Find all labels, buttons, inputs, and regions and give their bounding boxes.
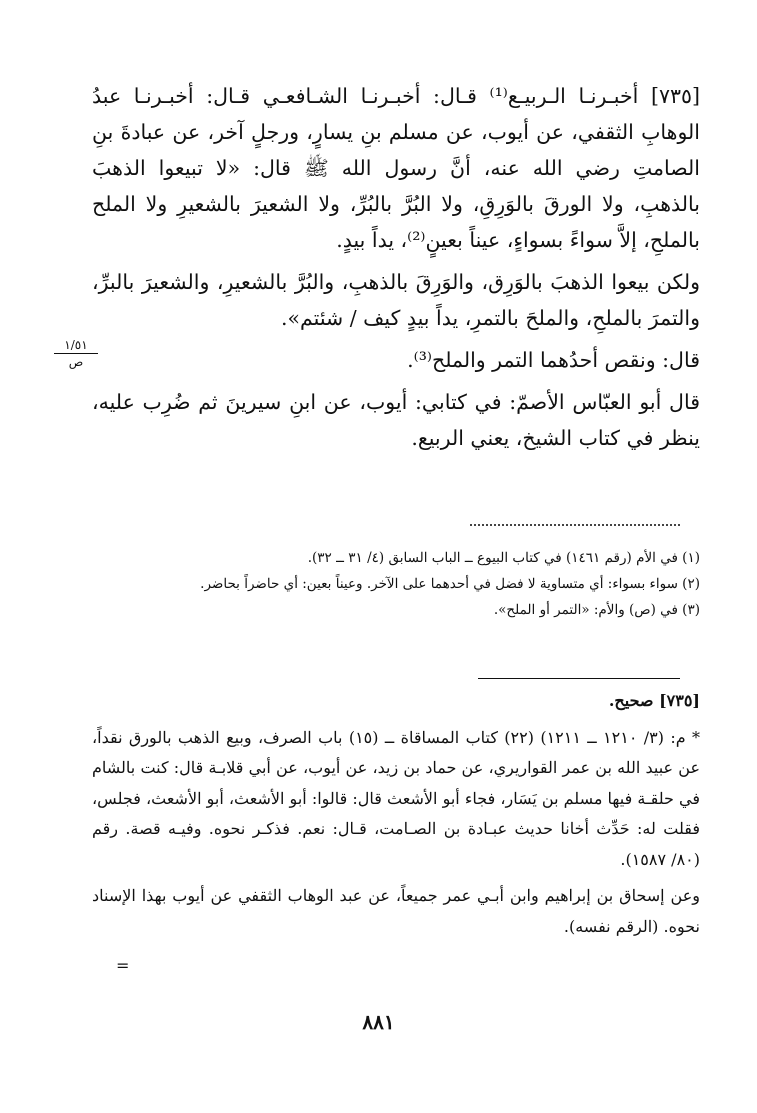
takhrij-divider bbox=[478, 678, 680, 679]
continuation-mark: = bbox=[116, 956, 130, 975]
footnote: (٢) سواء بسواء: أي متساوية لا فضل في أحدهما على الآخر. وعيناً بعين: أي حاضراً بحاضر. bbox=[200, 576, 700, 592]
footnote: (١) في الأم (رقم ١٤٦١) في كتاب البيوع ــ الباب السابق (٤/ ٣١ ــ ٣٢). bbox=[307, 550, 700, 566]
hadith-paragraph: [٧٣٥] أخبـرنـا الـربيـع⁽¹⁾ قـال: أخبـرنـا الشـافعـي قـال: أخبـرنـا عبدُ الوهابِ الثقفي، عن أيوب، عن مسلم بنِ يسارٍ، ورجلٍ آخر، عن عبادةَ بنِ الصامتِ رضي الله عنه، أنَّ رسول الله ﷺ قال: «لا تبيعوا الذهبَ بالذهبِ، ولا الورقَ بالوَرِقِ، ولا البُرَّ بالبُرِّ، ولا الشعيرَ بالشعيرِ ولا الملح بالملحِ، إلاَّ سواءً بسواءٍ، عيناً بعينٍ⁽²⁾، يداً بيدٍ. bbox=[92, 84, 700, 252]
takhrij-heading: [٧٣٥] صحيح. bbox=[608, 691, 700, 710]
footnotes bbox=[92, 545, 700, 623]
manuscript-siglum: ص bbox=[68, 355, 84, 369]
takhrij-section bbox=[92, 686, 700, 948]
takhrij-paragraph: * م: (٣/ ١٢١٠ ــ ١٢١١) (٢٢) كتاب المساقاة ــ (١٥) باب الصرف، وبيع الذهب بالورق نقداً، عن عبيد الله بن عمر القواريري، عن حماد بن زيد، عن أيوب، عن أبي قلابـة قال: كنت بالشام في حلقـة فيها مسلم بن يَسَار، فجاء أبو الأشعث قال: قالوا: أبو الأشعث، أبو الأشعث، فجلس، فقلت له: حَدِّث أخانا حديث عبـادة بن الصـامت، قـال: نعم. فذكـر نحوه. وفيـه قصة. رقم (٨٠/ ١٥٨٧). bbox=[92, 727, 700, 869]
narrator-remark: قال: ونقص أحدُهما التمر والملح⁽³⁾. bbox=[407, 348, 700, 372]
folio-number: ١/٥١ bbox=[54, 338, 98, 354]
footnote-separator bbox=[470, 524, 680, 526]
footnote: (٣) في (ص) والأم: «التمر أو الملح». bbox=[493, 602, 700, 618]
main-text bbox=[92, 78, 700, 462]
page-number: ٨٨١ bbox=[362, 1010, 395, 1034]
asamm-remark: قال أبو العبّاس الأصمّ: في كتابي: أيوب، عن ابنِ سيرينَ ثم ضُرِب عليه، ينظر في كتاب الشيخ، يعني الربيع. bbox=[92, 390, 700, 450]
manuscript-folio-note bbox=[54, 338, 98, 369]
takhrij-paragraph: وعن إسحاق بن إبراهيم وابن أبـي عمر جميعاً، عن عبد الوهاب الثقفي عن أيوب بهذا الإسناد نحوه. (الرقم نفسه). bbox=[92, 886, 700, 936]
hadith-paragraph: ولكن بيعوا الذهبَ بالوَرِق، والوَرِقَ بالذهبِ، والبُرَّ بالشعيرِ، والشعيرَ بالبرِّ، والتمرَ بالملحِ، والملحَ بالتمرِ، يداً بيدٍ كيف / شئتم». bbox=[92, 270, 700, 330]
